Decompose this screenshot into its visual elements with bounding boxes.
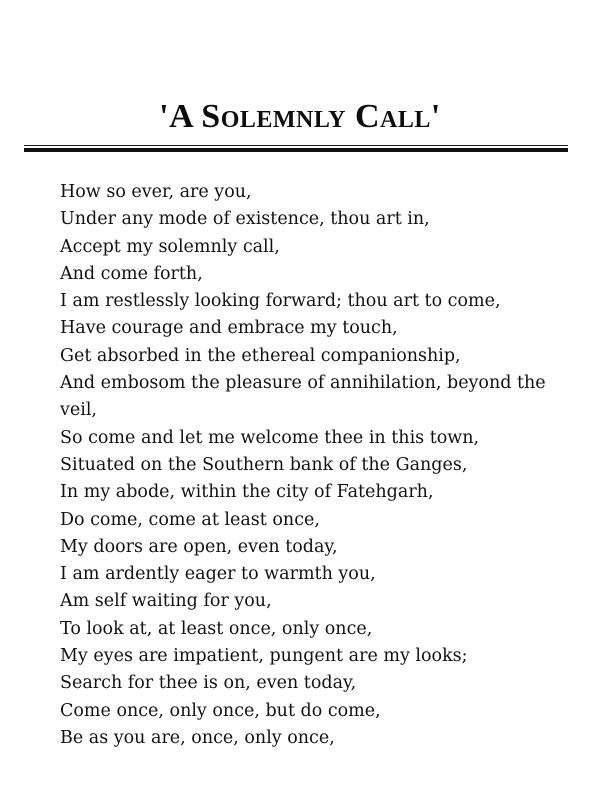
poem-line: And embosom the pleasure of annihilation, beyond the veil, [60,373,546,421]
title-divider-thick [24,148,568,152]
title-divider-thin [24,145,568,146]
poem-title: 'A Solemnly Call' [159,98,441,135]
poem-line: Under any mode of existence, thou art in, [60,209,430,230]
poem-line: So come and let me welcome thee in this town, [60,427,480,448]
poem-line: My doors are open, even today, [60,536,338,557]
poem-line: How so ever, are you, [60,182,252,202]
poem-line: Be as you are, once, only once, [60,727,335,748]
poem-line: Get absorbed in the ethereal companionship, [60,345,461,366]
poem-line: Accept my solemnly call, [60,236,280,257]
poem-line: Situated on the Southern bank of the Ganges, [60,454,468,475]
poem-line: Search for thee is on, even today, [60,673,357,694]
poem-line: Am self waiting for you, [60,591,272,612]
poem-line: To look at, at least once, only once, [60,618,373,639]
poem-line: My eyes are impatient, pungent are my looks; [60,646,468,667]
poem-body [60,179,580,752]
poem-line: I am ardently eager to warmth you, [60,564,376,585]
poem-line: And come forth, [60,263,203,284]
poem-line: In my abode, within the city of Fatehgarh, [60,482,434,503]
poem-line: Do come, come at least once, [60,509,320,530]
poem-line: I am restlessly looking forward; thou art to come, [60,291,501,312]
poem-line: Have courage and embrace my touch, [60,318,398,339]
poem-line: Come once, only once, but do come, [60,700,381,721]
